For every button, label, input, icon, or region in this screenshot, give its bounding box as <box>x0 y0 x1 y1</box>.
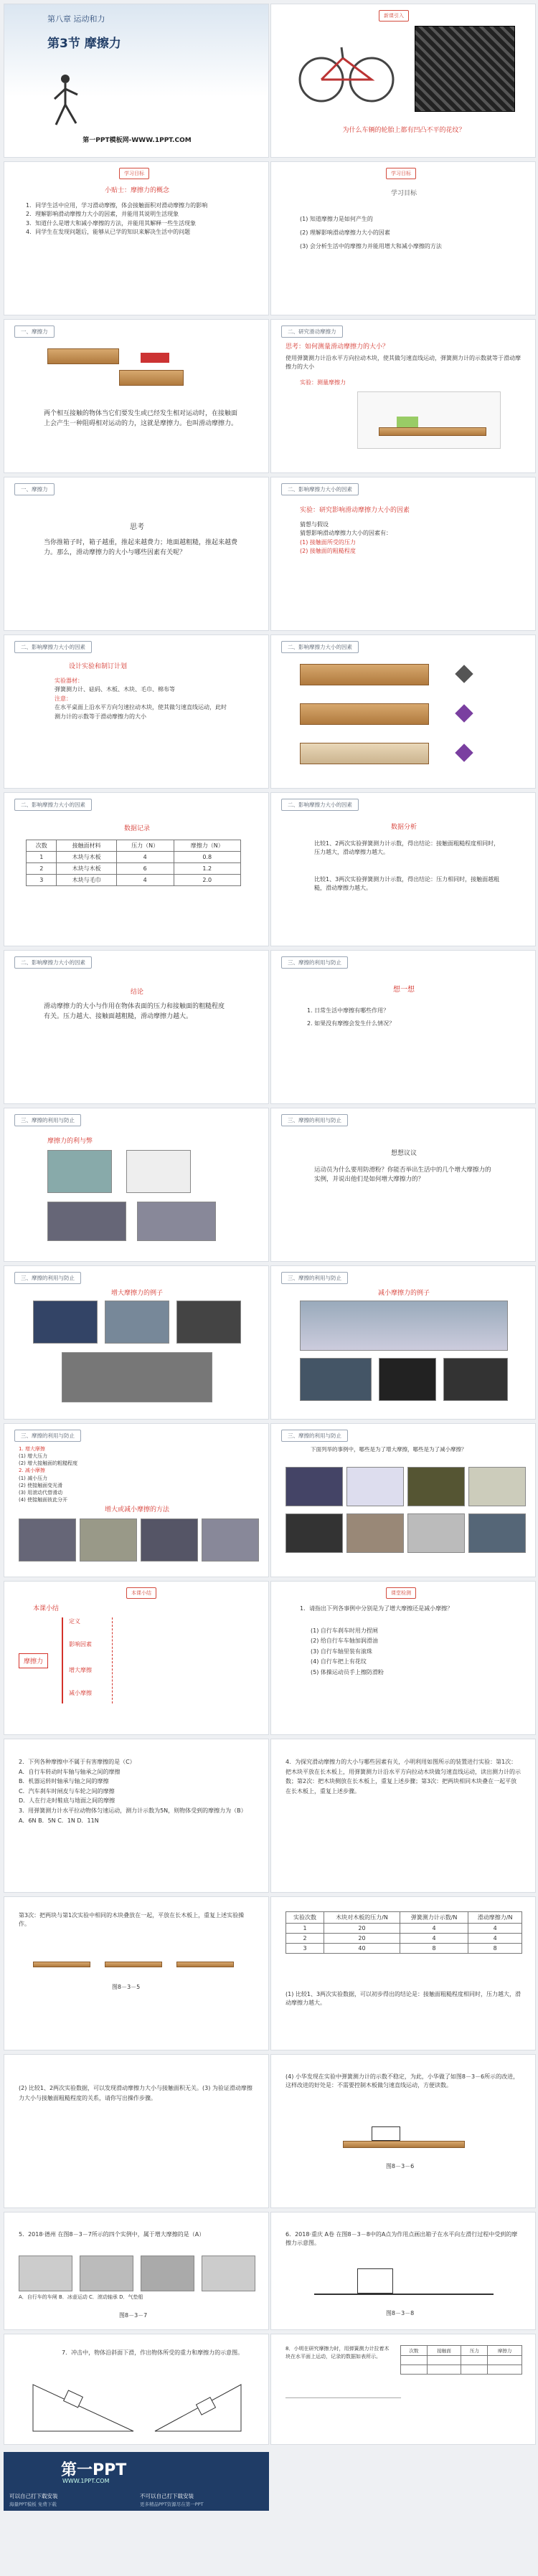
list-item: (1) 增大压力 <box>19 1453 48 1460</box>
photo <box>407 1467 465 1506</box>
walker-illustration <box>33 69 98 133</box>
options-text: A．自行车的车闸 B．冰壶运动 C．滚动轴承 D．气垫船 <box>19 2294 143 2300</box>
definition-text: 两个相互接触的物体当它们要发生或已经发生相对运动时，在接触面上会产生一种阻碍相对运动的力，这就是摩擦力。也叫滑动摩擦力。 <box>44 410 238 427</box>
data-table: 次数 接触面材料 压力（N） 摩擦力（N） 1 木块与木板 4 0.8 2 木块与木板 6 1.2 3 木块与毛巾 4 2.0 <box>26 840 241 886</box>
list-item: (2) 接触面的粗糙程度 <box>300 548 356 555</box>
section-label: 二、影响摩擦力大小的因素 <box>14 956 92 969</box>
list-item: (2) 理解影响滑动摩擦力大小的因素 <box>300 229 390 237</box>
table-row: 1 20 4 4 <box>286 1924 522 1934</box>
exp-heading: 实验：研究影响滑动摩擦力大小的因素 <box>300 507 410 514</box>
list-item: 1. 日常生活中摩擦有哪些作用？ <box>307 1007 390 1014</box>
section-label: 三、摩擦的利用与防止 <box>14 1272 81 1284</box>
photo <box>468 1467 526 1506</box>
slide-think2 <box>270 950 536 1104</box>
section-label: 二、影响摩擦力大小的因素 <box>14 799 92 811</box>
discuss-text: 运动员为什么要用防滑粉？你能否举出生活中的几个增大摩擦力的实例，并说出他们是如何增大摩擦力的？ <box>314 1166 491 1184</box>
photo <box>80 1518 137 1562</box>
figure-caption: 图8－3－6 <box>386 2163 415 2169</box>
slope-diagram <box>148 2377 248 2435</box>
chapter-label: 第八章 运动和力 <box>47 14 105 24</box>
exercise-text: 第3次：把两块与第1次实验中相同的木块叠放在一起，平放在长木板上，重复上述实验操作。 <box>19 1912 245 1928</box>
section-label: 二、影响摩擦力大小的因素 <box>281 641 359 653</box>
think-list <box>307 1004 508 1030</box>
method-text: 使用弹簧测力计沿水平方向拉动木块，使其做匀速直线运动，弹簧测力计的示数就等于滑动摩擦力的大小 <box>285 355 521 371</box>
methods-list <box>19 1445 162 1503</box>
section-label: 一、摩擦力 <box>14 325 55 338</box>
photo <box>379 1358 436 1401</box>
slide-measure <box>270 319 536 473</box>
photo <box>126 1150 191 1193</box>
photo <box>141 1518 198 1562</box>
slide-data-table <box>4 792 269 946</box>
photo <box>202 1518 259 1562</box>
exercise-text: (2) 比较1、2两次实验数据，可以发现滑动摩擦力大小与接触面积无关。(3) 为验证滑动摩擦力大小与接触面粗糙程度的关系，请你写出操作步骤。 <box>19 2085 253 2101</box>
experiment-photo <box>300 664 429 685</box>
list-item: (3) 用滚动代替滑动 <box>19 1489 63 1496</box>
mindmap-branch: 减小摩擦 <box>69 1690 92 1696</box>
table-row: 1 木块与木板 4 0.8 <box>27 852 241 863</box>
list-item: 2. 减小摩擦 <box>19 1468 45 1474</box>
photo <box>300 1358 372 1401</box>
data-table: 次数 接触面 压力 摩擦力 <box>400 2345 522 2375</box>
experiment-photo <box>300 743 429 764</box>
photo <box>47 1150 112 1193</box>
intro-question: 为什么车辆的轮胎上都有凹凸不平的花纹？ <box>342 127 466 134</box>
list-item: (4) 自行车把上有花纹 <box>311 1658 367 1665</box>
slide-analysis <box>270 792 536 946</box>
tag-label: 学习目标 <box>119 168 149 179</box>
slide-discuss <box>270 1108 536 1262</box>
figure-caption: 图8－3－5 <box>112 1984 141 1990</box>
tips-list <box>26 201 248 237</box>
exercise-text: 8．小明在研究摩擦力时，用弹簧测力计拉着木块在水平面上运动，记录的数据如表所示。 <box>285 2346 390 2359</box>
footer-right-title: 不可以自己打下载安装 <box>140 2493 194 2499</box>
slide-increase <box>4 1265 269 1420</box>
list-item: 3．用弹簧测力计水平拉动物体匀速运动，测力计示数为5N，则物体受到的摩擦力为（B） <box>19 1807 247 1814</box>
footer-banner <box>4 2452 269 2511</box>
list-item: A．6N B．5N C．1N D．11N <box>19 1817 99 1824</box>
list-item: 实验器材： <box>55 678 83 684</box>
exercise-8: 8．小明在研究摩擦力时，用弹簧测力计拉着木块在水平面上运动，记录的数据如表所示。 次数 接触面 压力 摩擦力 ______________________________________________ <box>270 2334 536 2445</box>
think-heading: 想一想 <box>393 986 415 994</box>
photo <box>346 1513 404 1553</box>
footer-logo: 第一PPT <box>61 2461 127 2479</box>
block-diagram <box>47 348 119 364</box>
slide-methods <box>4 1423 269 1577</box>
section-label: 三、摩擦的利用与防止 <box>281 956 348 969</box>
slide-experiment-photos <box>270 635 536 789</box>
exercise-4-c <box>270 2054 536 2208</box>
photo <box>285 1513 343 1553</box>
list-item: 猜想与假设 <box>300 521 329 528</box>
section-label: 二、影响摩擦力大小的因素 <box>281 799 359 811</box>
table-heading: 数据记录 <box>123 825 150 832</box>
hypothesis-list <box>300 521 515 556</box>
nav-diamond-icon[interactable] <box>455 704 473 722</box>
slide-quiz1 <box>270 1581 536 1735</box>
list-item: A．自行车转动时车轴与轴承之间的摩擦 <box>19 1768 121 1775</box>
footer-site: WWW.1PPT.COM <box>62 2478 110 2484</box>
table-row: 2 20 4 4 <box>286 1934 522 1944</box>
list-item: (1) 自行车刹车时用力捏闸 <box>311 1627 378 1634</box>
list-item: 1．同学生活中应用，学习滑动摩擦，体会接触面积对滑动摩擦力的影响 <box>26 202 208 209</box>
examples-text: 下面列举的事例中，哪些是为了增大摩擦，哪些是为了减小摩擦？ <box>311 1446 467 1453</box>
table-row: 2 木块与木板 6 1.2 <box>27 863 241 875</box>
photo <box>346 1467 404 1506</box>
list-item: 1. 增大摩擦 <box>19 1446 45 1452</box>
exercise-text: 6．2018·重庆 A卷 在图8－3－8中的A点为作用点画出箱子在水平向左滑行过程中受到的摩擦力示意图。 <box>285 2231 518 2247</box>
exercise-2-3 <box>4 1739 269 1893</box>
decrease-heading: 减小摩擦力的例子 <box>377 1290 430 1297</box>
section-label: 三、摩擦的利用与防止 <box>281 1114 348 1126</box>
slide-friction-def <box>4 319 269 473</box>
slide-goals <box>270 161 536 315</box>
exercise-5 <box>4 2212 269 2330</box>
quiz-question: 1．请指出下列各事例中分别是为了增大摩擦还是减小摩擦？ <box>300 1605 453 1612</box>
design-heading: 设计实验和制订计划 <box>69 663 128 670</box>
list-item: D．人在行走时鞋底与地面之间的摩擦 <box>19 1797 115 1805</box>
exercise-text: 5．2018·德州 在图8－3－7所示的四个实例中，属于增大摩擦的是（A） <box>19 2231 205 2238</box>
list-item: 4．同学生在发现问题后，能够从已学的知识来解决生活中的问题 <box>26 229 191 236</box>
photo <box>443 1358 508 1401</box>
list-item: B．机器运转时轴承与轴之间的摩擦 <box>19 1778 109 1785</box>
slide-examples <box>270 1423 536 1577</box>
slide-design <box>4 635 269 789</box>
list-item: (2) 增大接触面的粗糙程度 <box>19 1460 78 1467</box>
slide-title <box>4 4 269 158</box>
exercise-4-table <box>270 1896 536 2050</box>
mindmap-branch: 定义 <box>69 1618 80 1625</box>
section-label: 三、摩擦的利用与防止 <box>281 1272 348 1284</box>
section-label: 三、摩擦的利用与防止 <box>14 1114 81 1126</box>
list-item: 在水平桌面上沿水平方向匀速拉动木块，使其做匀速直线运动，此时测力计的示数等于滑动摩擦力的大小 <box>55 704 227 720</box>
mindmap-branch: 增大摩擦 <box>69 1667 92 1673</box>
section-label: 三、摩擦的利用与防止 <box>14 1430 81 1442</box>
analysis-b: 比较1、3两次实验弹簧测力计示数，得出结论：压力相同时，接触面越粗糙，滑动摩擦力越大。 <box>314 876 500 892</box>
pros-heading: 摩擦力的利与弊 <box>47 1138 93 1145</box>
section-label: 一、摩擦力 <box>14 483 55 495</box>
list-item: (1) 减小压力 <box>19 1475 48 1481</box>
list-item: 2．理解影响滑动摩擦力大小的因素，并能用其说明生活现象 <box>26 211 179 218</box>
site-label: 第一PPT模板网-WWW.1PPT.COM <box>82 137 192 144</box>
footer-left-title: 可以自己打下载安装 <box>9 2493 58 2499</box>
conclusion-text: 滑动摩擦力的大小与作用在物体表面的压力和接触面的粗糙程度有关。压力越大、接触面越粗糙，滑动摩擦力越大。 <box>44 1003 225 1020</box>
slope-diagram <box>26 2377 141 2435</box>
goals-heading: 学习目标 <box>390 190 417 197</box>
block-diagram <box>119 370 184 386</box>
list-item: (1) 接触面所受的压力 <box>300 538 356 546</box>
analysis-a: 比较1、2两次实验弹簧测力计示数，得出结论：接触面粗糙程度相同时，压力越大，滑动摩擦力越大。 <box>314 840 500 856</box>
slide-factors-hyp <box>270 477 536 631</box>
list-item: (3) 自行车轴里装有滚珠 <box>311 1648 372 1655</box>
slide-summary <box>4 1581 269 1735</box>
data-table: 实验次数 木块对木板的压力/N 弹簧测力计示数/N 滑动摩擦力/N 1 20 4 4 2 20 4 4 3 40 8 8 <box>285 1911 522 1954</box>
nav-diamond-icon[interactable] <box>455 743 473 761</box>
quiz-list <box>311 1626 519 1678</box>
list-item: 弹簧测力计、砝码、木板、木块、毛巾、棉布等 <box>55 686 175 693</box>
exercise-4 <box>270 1739 536 1893</box>
sub-heading: 实验：测量摩擦力 <box>300 379 346 386</box>
slide-pros-cons <box>4 1108 269 1262</box>
photo <box>105 1301 169 1344</box>
exercise-7 <box>4 2334 269 2445</box>
exercise-text: 7．冲击中，物体沿斜面下滑，作出物体所受的重力和摩擦力的示意图。 <box>62 2349 244 2356</box>
exercise-text: 4．为探究滑动摩擦力的大小与哪些因素有关，小明利用如图所示的装置进行实验：第1次：把木块平放在长木板上，用弹簧测力计沿水平方向拉动木块做匀速直线运动，读出测力计的示数；第2次：把木块侧放在长木板上，重复上述步骤；第3次：把两块相同木块叠在一起平放在长木板上，重复上述步骤。 <box>285 1759 521 1795</box>
photo <box>137 1202 216 1241</box>
photo <box>300 1301 508 1351</box>
exercise-6 <box>270 2212 536 2330</box>
design-text <box>55 677 227 721</box>
list-item: (3) 会分析生活中的摩擦力并能用增大和减小摩擦的方法 <box>300 243 442 250</box>
conclusion-heading: 结论 <box>130 989 143 996</box>
slide-intro <box>270 4 536 158</box>
slide-conclusion <box>4 950 269 1104</box>
experiment-diagram <box>357 391 501 449</box>
mindmap-branch: 影响因素 <box>69 1641 92 1648</box>
list-item: (2) 给自行车车轴加润滑油 <box>311 1638 378 1645</box>
section-label: 三、摩擦的利用与防止 <box>281 1430 348 1442</box>
summary-heading: 本课小结 <box>33 1605 60 1612</box>
slide-decrease <box>270 1265 536 1420</box>
footer-right-sub: 更多精品PPT资源尽在第一PPT <box>140 2501 204 2507</box>
photo <box>285 1467 343 1506</box>
tag-label: 本课小结 <box>126 1587 156 1599</box>
section-label: 二、影响摩擦力大小的因素 <box>281 483 359 495</box>
footer-left-sub: 海量PPT模板 免费下载 <box>9 2501 57 2507</box>
list-item: 注意： <box>55 695 72 702</box>
photo <box>62 1352 212 1402</box>
figure-caption: 图8－3－8 <box>386 2310 415 2316</box>
mindmap-root: 摩擦力 <box>19 1653 48 1668</box>
tag-label: 学习目标 <box>386 168 416 179</box>
photo <box>468 1513 526 1553</box>
photo <box>33 1301 98 1344</box>
table-row: 3 40 8 8 <box>286 1944 522 1954</box>
photo <box>47 1202 126 1241</box>
exercise-text: (4) 小华发现在实验中弹簧测力计的示数不稳定，为此，小华做了如图8－3－6所示的改进，这样改进的好处是：不需要控制木板做匀速直线运动，方便读数。 <box>285 2073 519 2089</box>
nav-diamond-icon[interactable] <box>455 665 473 683</box>
tag-label: 课堂检测 <box>386 1587 416 1599</box>
list-item: (2) 使接触面变光滑 <box>19 1482 63 1488</box>
bicycle-illustration <box>293 29 400 108</box>
list-item: 2. 如果没有摩擦会发生什么情况？ <box>307 1020 395 1027</box>
methods-heading: 增大或减小摩擦的方法 <box>104 1506 169 1513</box>
slide-tips <box>4 161 269 315</box>
list-item: 3．知道什么是增大和减小摩擦的方法，并能用其解释一些生活现象 <box>26 219 197 227</box>
tips-heading: 小贴士：摩擦力的概念 <box>104 187 169 194</box>
page-title: 第3节 摩擦力 <box>47 37 121 51</box>
tag-label: 新课引入 <box>379 10 409 22</box>
discuss-heading: 想想议议 <box>390 1150 417 1157</box>
table-row: 3 木块与毛巾 4 2.0 <box>27 875 241 886</box>
section-label: 二、影响摩擦力大小的因素 <box>14 641 92 653</box>
think-text: 当你推箱子时，箱子越重，推起来越费力；地面越粗糙，推起来越费力。那么，滑动摩擦力的大小与哪些因素有关呢？ <box>44 539 238 556</box>
exercise-list <box>19 1757 255 1825</box>
analysis-heading: 数据分析 <box>390 824 417 831</box>
list-item: (4) 使接触面彼此分开 <box>19 1496 68 1503</box>
list-item: 猜想影响滑动摩擦力大小的因素有： <box>300 530 392 537</box>
list-item: 2．下列各种摩擦中不属于有害摩擦的是（C） <box>19 1759 136 1765</box>
section-label: 二、研究滑动摩擦力 <box>281 325 343 338</box>
experiment-photo <box>300 703 429 725</box>
exercise-4-b <box>4 2054 269 2208</box>
question-text: 思考：如何测量滑动摩擦力的大小？ <box>285 343 390 351</box>
exercise-4-cont <box>4 1896 269 2050</box>
photo <box>19 1518 76 1562</box>
exercise-text: (1) 比较1、3两次实验数据，可以初步得出的结论是：接触面粗糙程度相同时，压力越大，滑动摩擦力越大。 <box>285 1991 522 2007</box>
slide-think <box>4 477 269 631</box>
tire-photo <box>415 26 515 112</box>
goals-list <box>300 212 515 254</box>
list-item: (1) 知道摩擦力是如何产生的 <box>300 216 373 222</box>
list-item: (5) 体操运动员手上擦防滑粉 <box>311 1668 384 1676</box>
think-heading: 思考 <box>130 523 144 531</box>
list-item: C．汽车刹车时闸皮与车轮之间的摩擦 <box>19 1787 115 1795</box>
photo <box>176 1301 241 1344</box>
photo <box>407 1513 465 1553</box>
increase-heading: 增大摩擦力的例子 <box>110 1290 163 1297</box>
figure-caption: 图8－3－7 <box>119 2312 148 2319</box>
